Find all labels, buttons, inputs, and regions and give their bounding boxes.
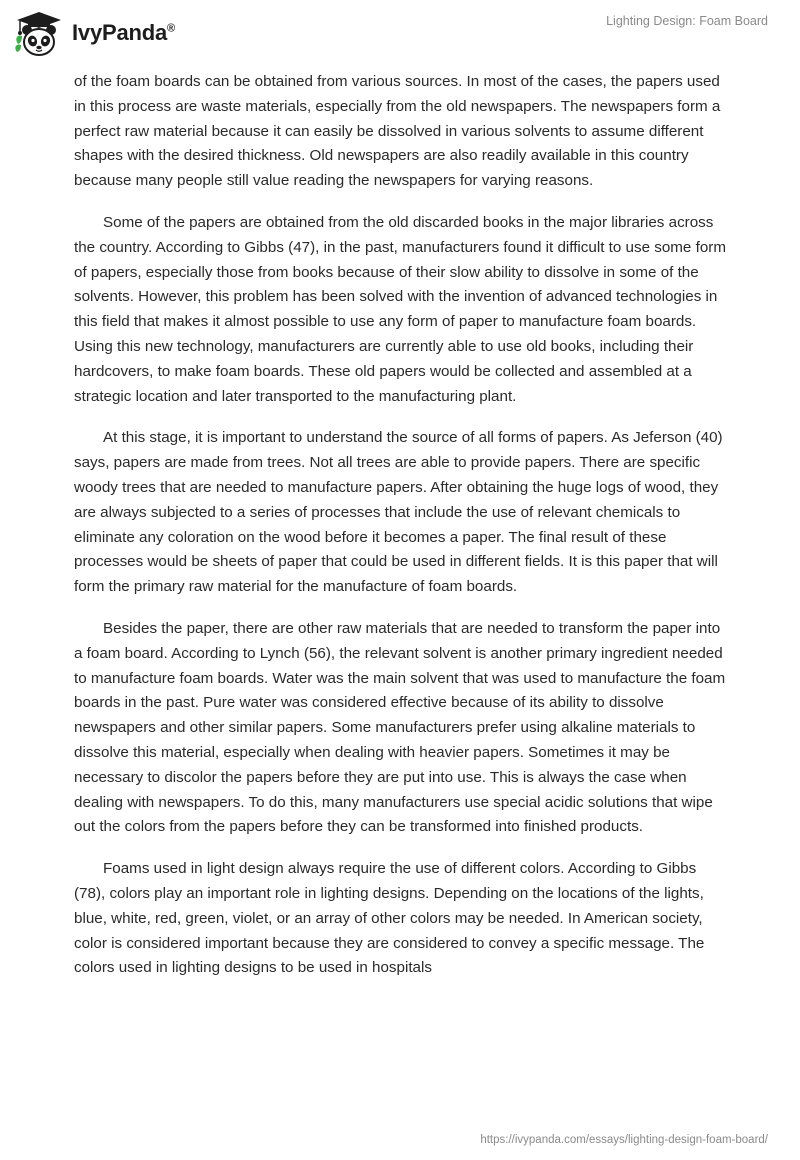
panda-graduate-icon: [14, 10, 64, 60]
registered-mark: ®: [167, 22, 175, 35]
essay-body: [74, 70, 730, 998]
paragraph-3: At this stage, it is important to understand the source of all forms of papers. As Jeferson (40) says, papers are made from trees. Not all trees are able to provide papers. There are specific woody trees that are needed to manufacture papers. After obtaining the huge logs of wood, they are always subjected to a series of processes that include the use of relevant chemicals to eliminate any coloration on the wood before it becomes a paper. The final result of these processes would be sheets of paper that could be used in different fields. It is this paper that will form the primary raw material for the manufacture of foam boards.: [74, 429, 723, 596]
source-url[interactable]: https://ivypanda.com/essays/lighting-design-foam-board/: [480, 1134, 768, 1146]
brand-name: [72, 20, 175, 46]
paragraph-2: Some of the papers are obtained from the old discarded books in the major libraries across the country. According to Gibbs (47), in the past, manufacturers found it difficult to use some form of papers, especially those from books because of their slow ability to dissolve in some of the solvents. However, this problem has been solved with the invention of advanced technologies in this field that makes it almost possible to use any form of paper to manufacture foam boards. Using this new technology, manufacturers are currently able to use old books, including their hardcovers, to make foam boards. These old papers would be collected and assembled at a strategic location and later transported to the manufacturing plant.: [74, 213, 726, 405]
document-title: Lighting Design: Foam Board: [606, 14, 768, 28]
paragraph-1: of the foam boards can be obtained from various sources. In most of the cases, the papers used in this process are waste materials, especially from the old newspapers. The newspapers form a perfect raw material because it can easily be dissolved in various solvents to assume different shapes with the desired thickness. Old newspapers are also readily available in this country because many people still value reading the newspapers for varying reasons.: [74, 73, 721, 190]
brand-name-text: IvyPanda: [72, 20, 168, 45]
page-header: [0, 0, 800, 72]
ivypanda-logo[interactable]: [14, 10, 175, 60]
paragraph-5: Foams used in light design always require the use of different colors. According to Gibbs (78), colors play an important role in lighting designs. Depending on the locations of the lights, blue, white, red, green, violet, or an array of other colors may be needed. In American society, color is considered important because they are considered to convey a specific message. The colors used in lighting designs to be used in hospitals: [74, 860, 705, 977]
paragraph-4: Besides the paper, there are other raw materials that are needed to transform the paper into a foam board. According to Lynch (56), the relevant solvent is another primary ingredient needed to manufacture foam boards. Water was the main solvent that was used to manufacture the foam boards in the past. Pure water was considered effective because of its ability to dissolve newspapers and other similar papers. Some manufacturers prefer using alkaline materials to dissolve this material, especially when dealing with heavier papers. Sometimes it may be necessary to discolor the papers before they are put into use. This is always the case when dealing with newspapers. To do this, many manufacturers use special acidic solutions that wipe out the colors from the papers before they can be transformed into finished products.: [74, 619, 726, 836]
